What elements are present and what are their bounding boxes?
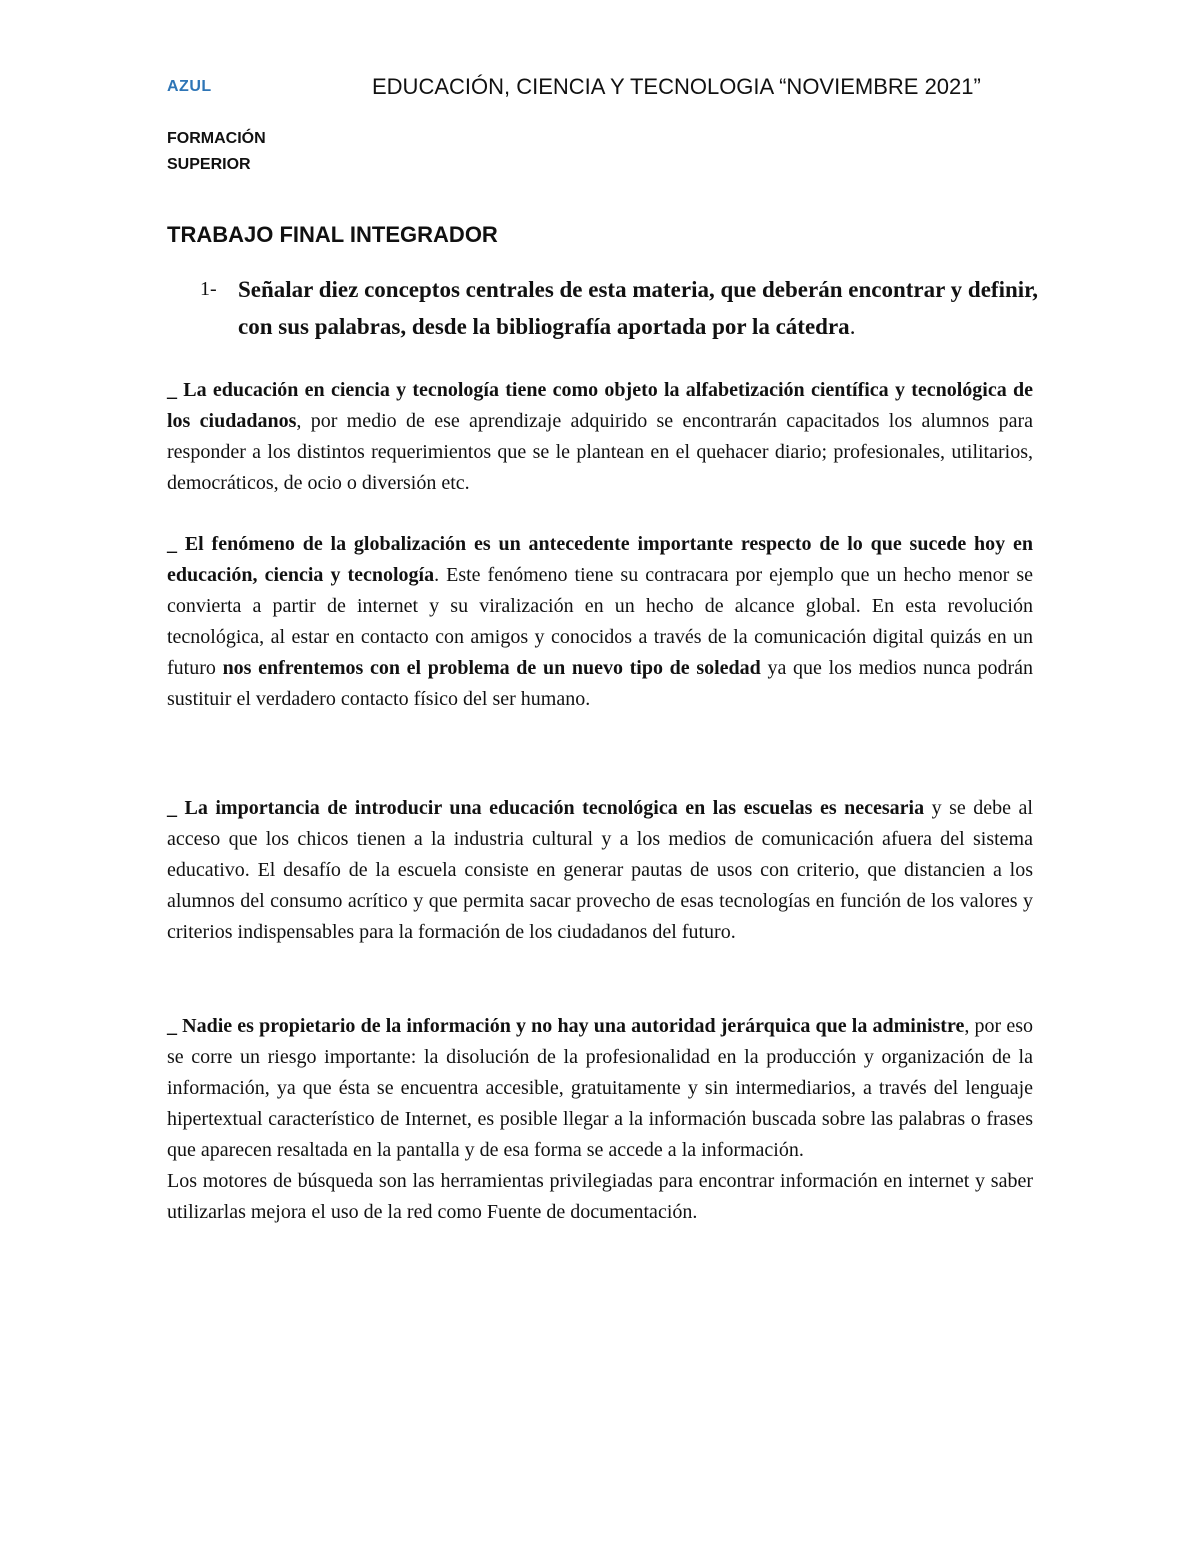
education-level: [167, 126, 266, 178]
instruction-item: [200, 271, 1040, 345]
instruction-text-wrap: [238, 271, 1040, 345]
page-title: TRABAJO FINAL INTEGRADOR: [167, 222, 498, 247]
education-level-line2: SUPERIOR: [167, 156, 251, 173]
concept-body-2b: ya que los medios nunca podrán sustituir el verdadero contacto físico del ser humano.: [167, 657, 1033, 710]
concept-paragraph-4: [167, 1011, 1033, 1228]
concept-heading-3: _ La importancia de introducir una educación tecnológica en las escuelas es necesaria: [167, 797, 925, 819]
concept-body-4b: Los motores de búsqueda son las herramientas privilegiadas para encontrar información en internet y saber utilizarlas mejora el uso de la red como Fuente de documentación.: [167, 1170, 1033, 1223]
institution-label: AZUL: [167, 78, 212, 95]
instruction-end: .: [849, 314, 856, 339]
concept-paragraph-3: [167, 793, 1033, 948]
concept-body-3: y se debe al acceso que los chicos tienen a la industria cultural y a los medios de comunicación afuera del sistema educativo. El desafío de la escuela consiste en generar pautas de usos con criterio, que distancien a los alumnos del consumo acrítico y que permita sacar provecho de esas tecnologías en función de los valores y criterios indispensables para la formación de los ciudadanos del futuro.: [167, 797, 1033, 943]
concept-heading-2: _ El fenómeno de la globalización es un antecedente importante respecto de lo que sucede hoy en educación, ciencia y tecnología: [167, 533, 1033, 586]
education-level-line1: FORMACIÓN: [167, 130, 266, 147]
concept-emphasis-2: nos enfrentemos con el problema de un nuevo tipo de soledad: [222, 657, 761, 679]
concept-heading-1: _ La educación en ciencia y tecnología tiene como objeto la alfabetización científica y tecnológica de los ciudadanos: [167, 379, 1033, 432]
concept-body-2: . Este fenómeno tiene su contracara por ejemplo que un hecho menor se convierta a partir de internet y su viralización en un hecho de alcance global. En esta revolución tecnológica, al estar en contacto con amigos y conocidos a través de la comunicación digital quizás en un futuro: [167, 564, 1033, 679]
document-header: EDUCACIÓN, CIENCIA Y TECNOLOGIA “NOVIEMBRE 2021”: [372, 74, 981, 99]
concept-body-1: , por medio de ese aprendizaje adquirido se encontrarán capacitados los alumnos para responder a los distintos requerimientos que se le plantean en el quehacer diario; profesionales, utilitarios, democráticos, de ocio o diversión etc.: [167, 410, 1033, 494]
concept-paragraph-2: [167, 529, 1033, 715]
instruction-text: Señalar diez conceptos centrales de esta materia, que deberán encontrar y definir, con sus palabras, desde la bibliografía aportada por la cátedra: [238, 277, 1038, 339]
concept-heading-4: _ Nadie es propietario de la información y no hay una autoridad jerárquica que la administre: [167, 1015, 965, 1037]
instruction-number: 1-: [200, 278, 217, 300]
concept-paragraph-1: [167, 375, 1033, 499]
concept-body-4: , por eso se corre un riesgo importante: la disolución de la profesionalidad en la producción y organización de la información, ya que ésta se encuentra accesible, gratuitamente y sin intermediarios, a través del lenguaje hipertextual característico de Internet, es posible llegar a la información buscada sobre las palabras o frases que aparecen resaltada en la pantalla y de esa forma se accede a la información.: [167, 1015, 1033, 1161]
